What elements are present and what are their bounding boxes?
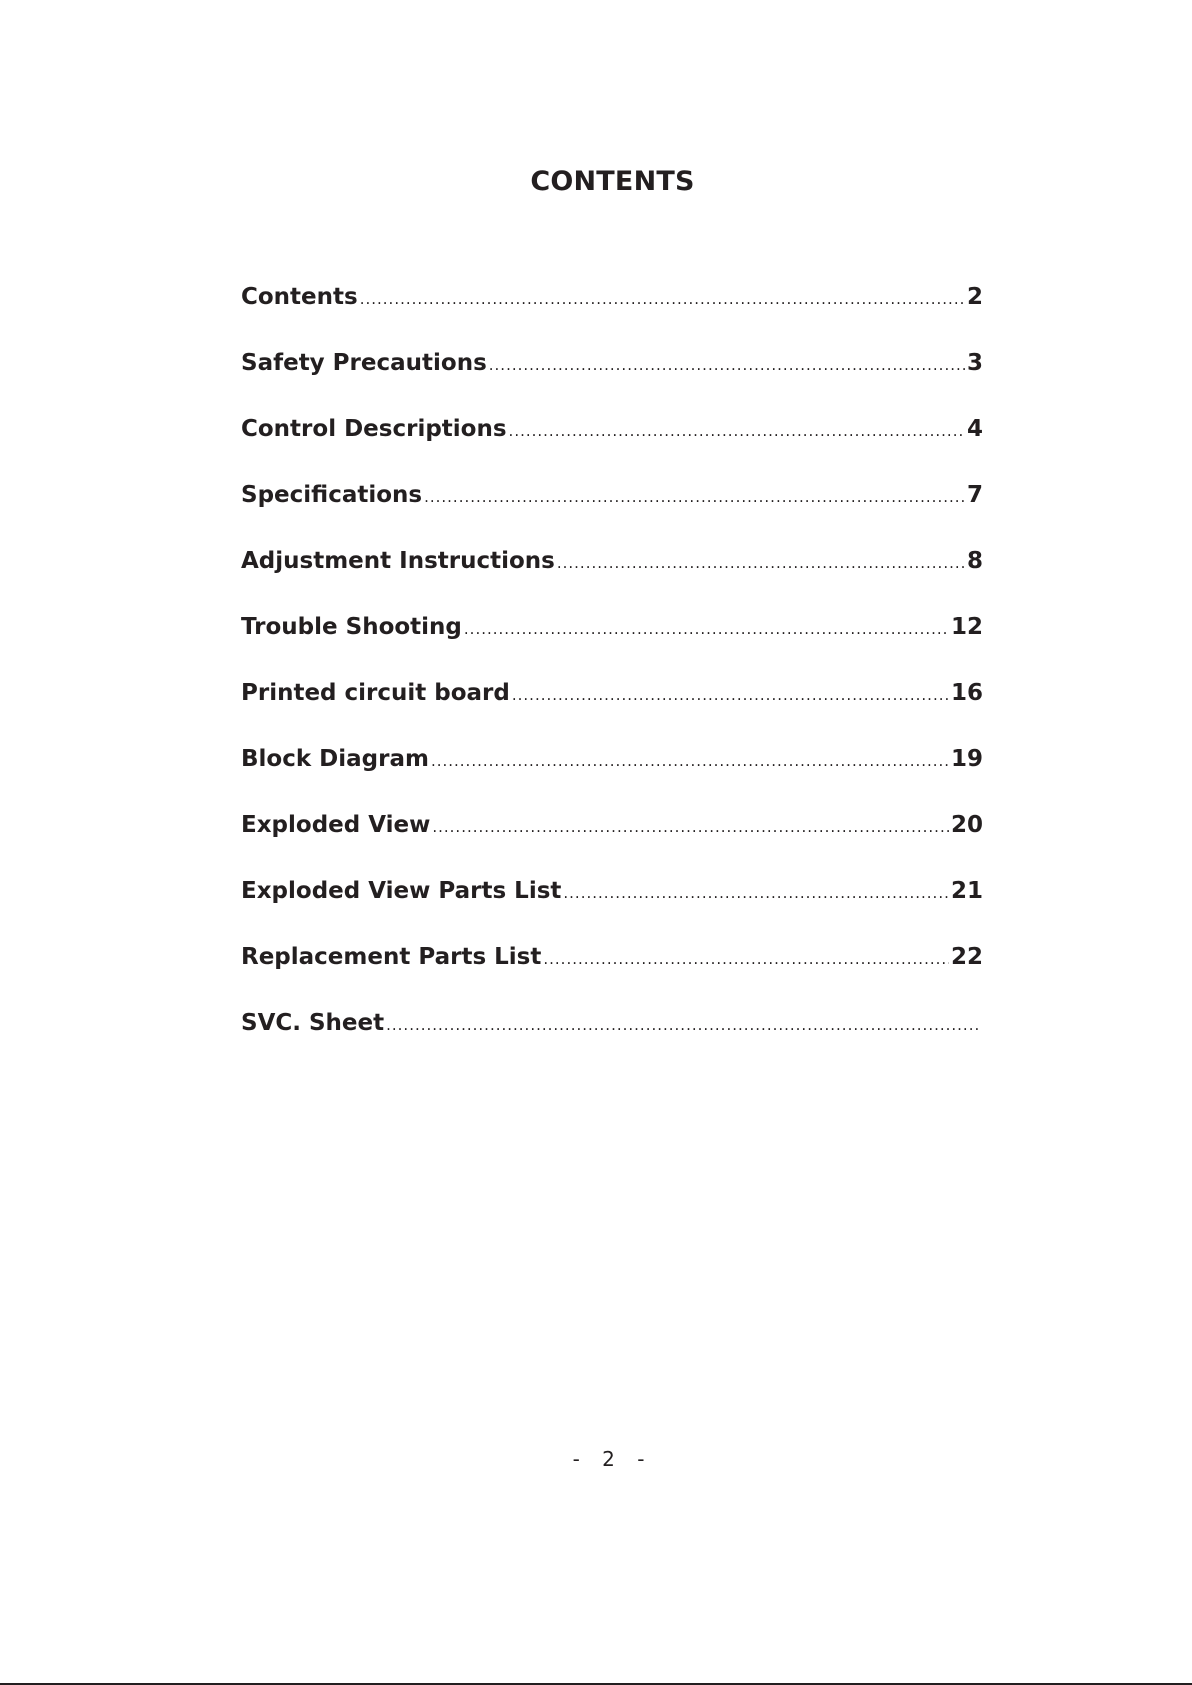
toc-entry[interactable] <box>241 350 983 416</box>
toc-entry-page: 21 <box>950 878 983 904</box>
toc-entry-label: Safety Precautions <box>241 350 487 376</box>
dot-leader <box>489 356 965 374</box>
page-number: - 2 - <box>572 1447 653 1471</box>
toc-entry-label: Exploded View <box>241 812 431 838</box>
dot-leader <box>424 488 965 506</box>
dot-leader <box>431 752 949 770</box>
toc-entry-page: 16 <box>950 680 983 706</box>
dot-leader <box>543 950 949 968</box>
toc-entry-page: 4 <box>966 416 983 442</box>
toc-entry-page: 12 <box>950 614 983 640</box>
toc-entry-page: 8 <box>966 548 983 574</box>
dot-leader <box>563 884 949 902</box>
toc-entry[interactable] <box>241 482 983 548</box>
toc-entry-page: 20 <box>950 812 983 838</box>
toc-entry-page: 3 <box>966 350 983 376</box>
toc-entry[interactable] <box>241 284 983 350</box>
toc-entry[interactable] <box>241 614 983 680</box>
table-of-contents <box>241 284 983 1076</box>
toc-entry[interactable] <box>241 812 983 878</box>
toc-entry-label: Replacement Parts List <box>241 944 542 970</box>
toc-entry-label: Exploded View Parts List <box>241 878 562 904</box>
toc-entry-page: 2 <box>966 284 983 310</box>
toc-entry-label: Block Diagram <box>241 746 429 772</box>
toc-entry-label: Specifications <box>241 482 423 508</box>
toc-entry-label: SVC. Sheet <box>241 1010 385 1036</box>
toc-entry[interactable] <box>241 1010 983 1076</box>
dot-leader <box>386 1016 981 1034</box>
dot-leader <box>509 422 965 440</box>
toc-entry-page: 22 <box>950 944 983 970</box>
toc-entry[interactable] <box>241 548 983 614</box>
dot-leader <box>557 554 965 572</box>
dot-leader <box>464 620 949 638</box>
toc-entry-label: Trouble Shooting <box>241 614 462 640</box>
page-title: CONTENTS <box>530 166 695 198</box>
toc-entry[interactable] <box>241 878 983 944</box>
toc-entry[interactable] <box>241 746 983 812</box>
toc-entry-page: 7 <box>966 482 983 508</box>
toc-entry[interactable] <box>241 680 983 746</box>
dot-leader <box>512 686 949 704</box>
toc-entry-label: Adjustment Instructions <box>241 548 555 574</box>
toc-entry[interactable] <box>241 416 983 482</box>
toc-entry-label: Contents <box>241 284 358 310</box>
toc-entry-page: 19 <box>950 746 983 772</box>
dot-leader <box>432 818 949 836</box>
toc-entry-label: Control Descriptions <box>241 416 507 442</box>
toc-entry[interactable] <box>241 944 983 1010</box>
dot-leader <box>360 290 965 308</box>
toc-entry-label: Printed circuit board <box>241 680 510 706</box>
